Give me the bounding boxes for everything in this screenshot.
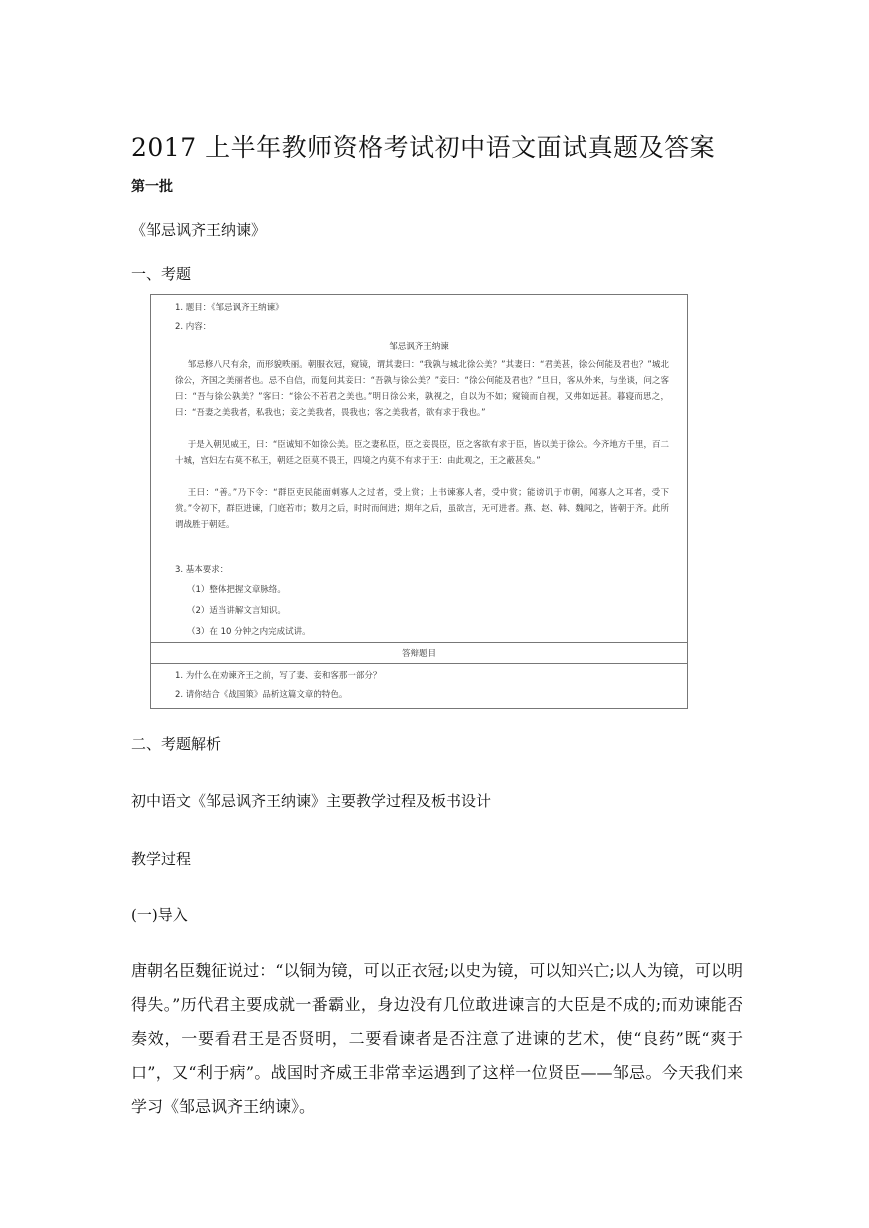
passage-paragraph-1: 邹忌修八尺有余，而形貌昳丽。朝服衣冠，窥镜，谓其妻曰：“我孰与城北徐公美？”其妻曰：“君美甚，徐公何能及君也？”城北徐公，齐国之美丽者也。忌不自信，而复问其妾曰：“吾孰与徐公美？”妾曰：“徐公何能及君也？”旦日，客从外来，与坐谈，问之客曰：“吾与徐公孰美？”客曰：“徐公不若君之美也。”明日徐公来，孰视之，自以为不如；窥镜而自视，又弗如远甚。暮寝而思之，曰：“吾妻之美我者，私我也；妾之美我者，畏我也；客之美我者，欲有求于我也。” bbox=[175, 360, 669, 418]
requirements-title: 3. 基本要求： bbox=[175, 565, 229, 575]
analysis-subtitle: 初中语文《邹忌讽齐王纳谏》主要教学过程及板书设计 bbox=[131, 792, 492, 810]
exam-item-content: 2. 内容： bbox=[175, 322, 212, 332]
section-heading-analysis: 二、考题解析 bbox=[131, 735, 222, 753]
document-title: 2017 上半年教师资格考试初中语文面试真题及答案 bbox=[131, 133, 716, 162]
passage-paragraph-2: 于是入朝见威王，曰：“臣诚知不如徐公美。臣之妻私臣，臣之妾畏臣，臣之客欲有求于臣，皆以美于徐公。今齐地方千里，百二十城，宫妇左右莫不私王，朝廷之臣莫不畏王，四境之内莫不有求于王：由此观之，王之蔽甚矣。” bbox=[175, 440, 669, 466]
exam-question-image bbox=[150, 294, 688, 709]
section-heading-exam: 一、考题 bbox=[131, 265, 192, 283]
passage-paragraph-3: 王曰：“善。”乃下令：“群臣吏民能面刺寡人之过者，受上赏；上书谏寡人者，受中赏；能谤讥于市朝，闻寡人之耳者，受下赏。”令初下，群臣进谏，门庭若市；数月之后，时时而间进；期年之后，虽欲言，无可进者。燕、赵、韩、魏闻之，皆朝于齐。此所谓战胜于朝廷。 bbox=[175, 488, 669, 530]
intro-paragraph: 唐朝名臣魏征说过：“以铜为镜，可以正衣冠;以史为镜，可以知兴亡;以人为镜，可以明得失。”历代君主要成就一番霸业，身边没有几位敢进谏言的大臣是不成的;而劝谏能否奏效，一要看君王是否贤明，二要看谏者是否注意了进谏的艺术，使“良药”既“爽于口”，又“利于病”。战国时齐威王非常幸运遇到了这样一位贤臣——邹忌。今天我们来学习《邹忌讽齐王纳谏》。 bbox=[131, 961, 743, 1116]
requirement-3: （3）在 10 分钟之内完成试讲。 bbox=[187, 627, 311, 637]
table-divider bbox=[151, 663, 687, 664]
defense-question-2: 2. 请你结合《战国策》品析这篇文章的特色。 bbox=[175, 690, 348, 700]
defense-question-1: 1. 为什么在劝谏齐王之前，写了妻、妾和客那一部分？ bbox=[175, 671, 382, 681]
text-name: 《邹忌讽齐王纳谏》 bbox=[131, 221, 267, 239]
table-divider bbox=[151, 642, 687, 643]
exam-item-topic: 1. 题目：《邹忌讽齐王纳谏》 bbox=[175, 303, 284, 313]
step-heading-intro: (一)导入 bbox=[131, 906, 188, 924]
passage-title: 邹忌讽齐王纳谏 bbox=[389, 342, 449, 352]
requirement-1: （1）整体把握文章脉络。 bbox=[187, 585, 286, 595]
process-heading: 教学过程 bbox=[131, 850, 192, 868]
defense-title: 答辩题目 bbox=[401, 649, 436, 659]
requirement-2: （2）适当讲解文言知识。 bbox=[187, 606, 286, 616]
batch-heading: 第一批 bbox=[131, 179, 173, 195]
